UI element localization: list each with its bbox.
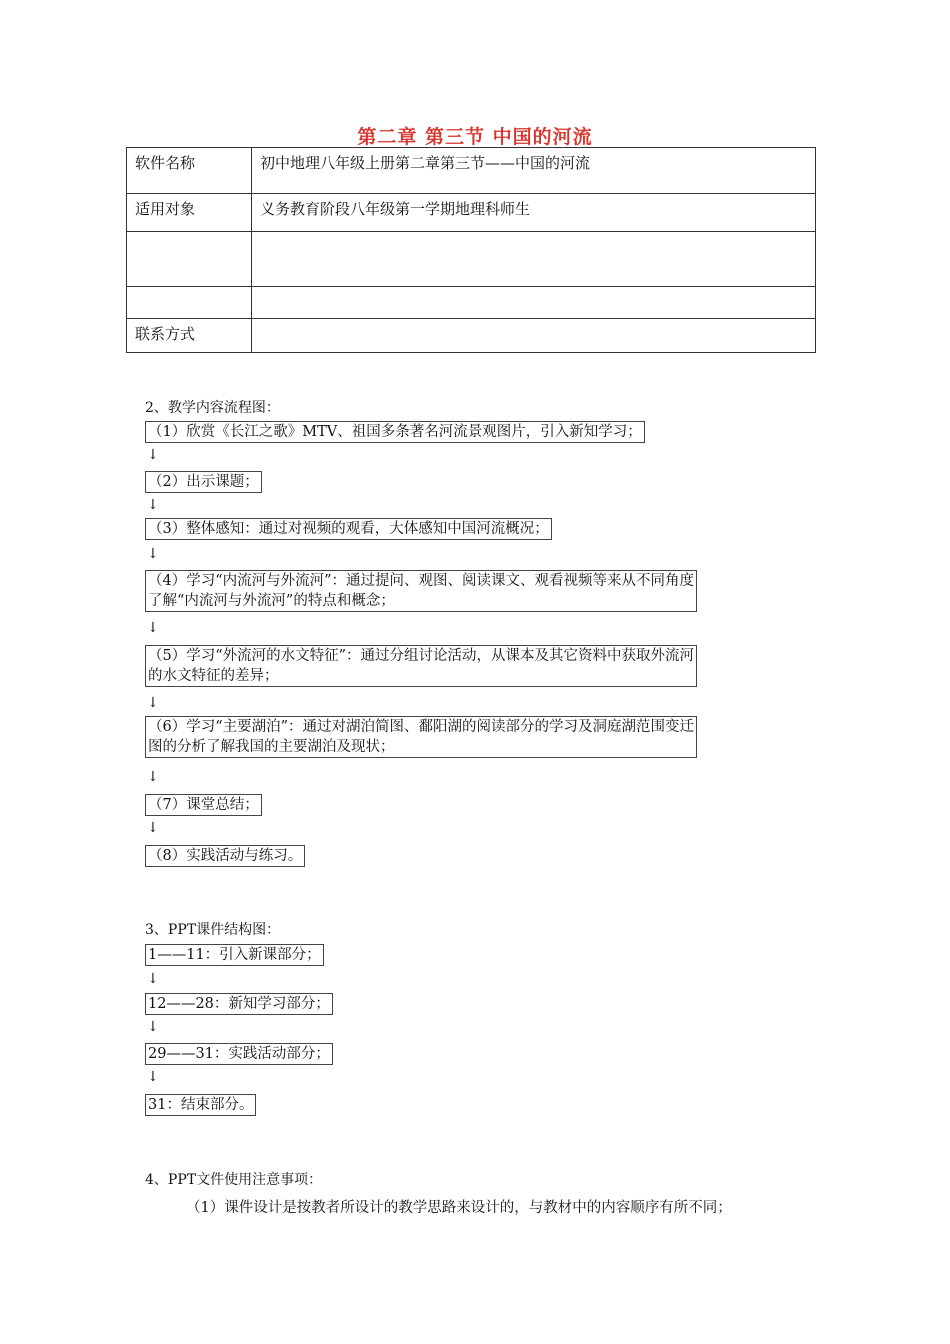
row-value	[252, 319, 816, 353]
down-arrow-icon: ↓	[147, 769, 159, 785]
down-arrow-icon: ↓	[147, 820, 159, 836]
ppt-structure-box: 12——28：新知学习部分；	[145, 993, 333, 1015]
page-title: 第二章 第三节 中国的河流	[357, 126, 593, 148]
down-arrow-icon: ↓	[147, 971, 159, 987]
table-row	[127, 148, 816, 194]
down-arrow-icon: ↓	[147, 497, 159, 513]
table-row	[127, 319, 816, 353]
row-value	[252, 232, 816, 287]
row-key	[127, 232, 252, 287]
down-arrow-icon: ↓	[147, 1019, 159, 1035]
row-key	[127, 287, 252, 319]
table-row	[127, 232, 816, 287]
down-arrow-icon: ↓	[147, 1069, 159, 1085]
flow-step-box: （2）出示课题；	[145, 471, 262, 493]
flow-step-box: （8）实践活动与练习。	[145, 845, 305, 867]
down-arrow-icon: ↓	[147, 447, 159, 463]
down-arrow-icon: ↓	[147, 546, 159, 562]
down-arrow-icon: ↓	[147, 695, 159, 711]
section-heading: 2、教学内容流程图：	[145, 400, 280, 416]
flow-step-box: （7）课堂总结；	[145, 794, 262, 816]
row-value: 初中地理八年级上册第二章第三节——中国的河流	[252, 148, 816, 194]
flow-step-box: （5）学习“外流河的水文特征”：通过分组讨论活动，从课本及其它资料中获取外流河 的水文特征的差异；	[145, 645, 697, 687]
section-heading: 3、PPT课件结构图：	[145, 922, 281, 938]
section-heading: 4、PPT文件使用注意事项：	[145, 1172, 323, 1188]
flow-step-box: （1）欣赏《长江之歌》MTV、祖国多条著名河流景观图片，引入新知学习；	[145, 421, 645, 443]
ppt-structure-box: 31：结束部分。	[145, 1094, 256, 1116]
software-info-table	[126, 147, 816, 353]
row-value: 义务教育阶段八年级第一学期地理科师生	[252, 194, 816, 232]
table-row	[127, 194, 816, 232]
row-key: 联系方式	[127, 319, 252, 353]
row-key: 软件名称	[127, 148, 252, 194]
note-item: （1）课件设计是按教者所设计的教学思路来设计的，与教材中的内容顺序有所不同；	[186, 1200, 732, 1216]
ppt-structure-box: 29——31：实践活动部分；	[145, 1043, 333, 1065]
table-row	[127, 287, 816, 319]
down-arrow-icon: ↓	[147, 620, 159, 636]
flow-step-box: （3）整体感知：通过对视频的观看，大体感知中国河流概况；	[145, 518, 552, 540]
row-key: 适用对象	[127, 194, 252, 232]
row-value	[252, 287, 816, 319]
flow-step-box: （4）学习“内流河与外流河”：通过提问、观图、阅读课文、观看视频等来从不同角度 了解“内流河与外流河”的特点和概念；	[145, 570, 697, 612]
flow-step-box: （6）学习“主要湖泊”：通过对湖泊简图、鄱阳湖的阅读部分的学习及洞庭湖范围变迁 图的分析了解我国的主要湖泊及现状；	[145, 716, 697, 758]
ppt-structure-box: 1——11：引入新课部分；	[145, 944, 324, 966]
